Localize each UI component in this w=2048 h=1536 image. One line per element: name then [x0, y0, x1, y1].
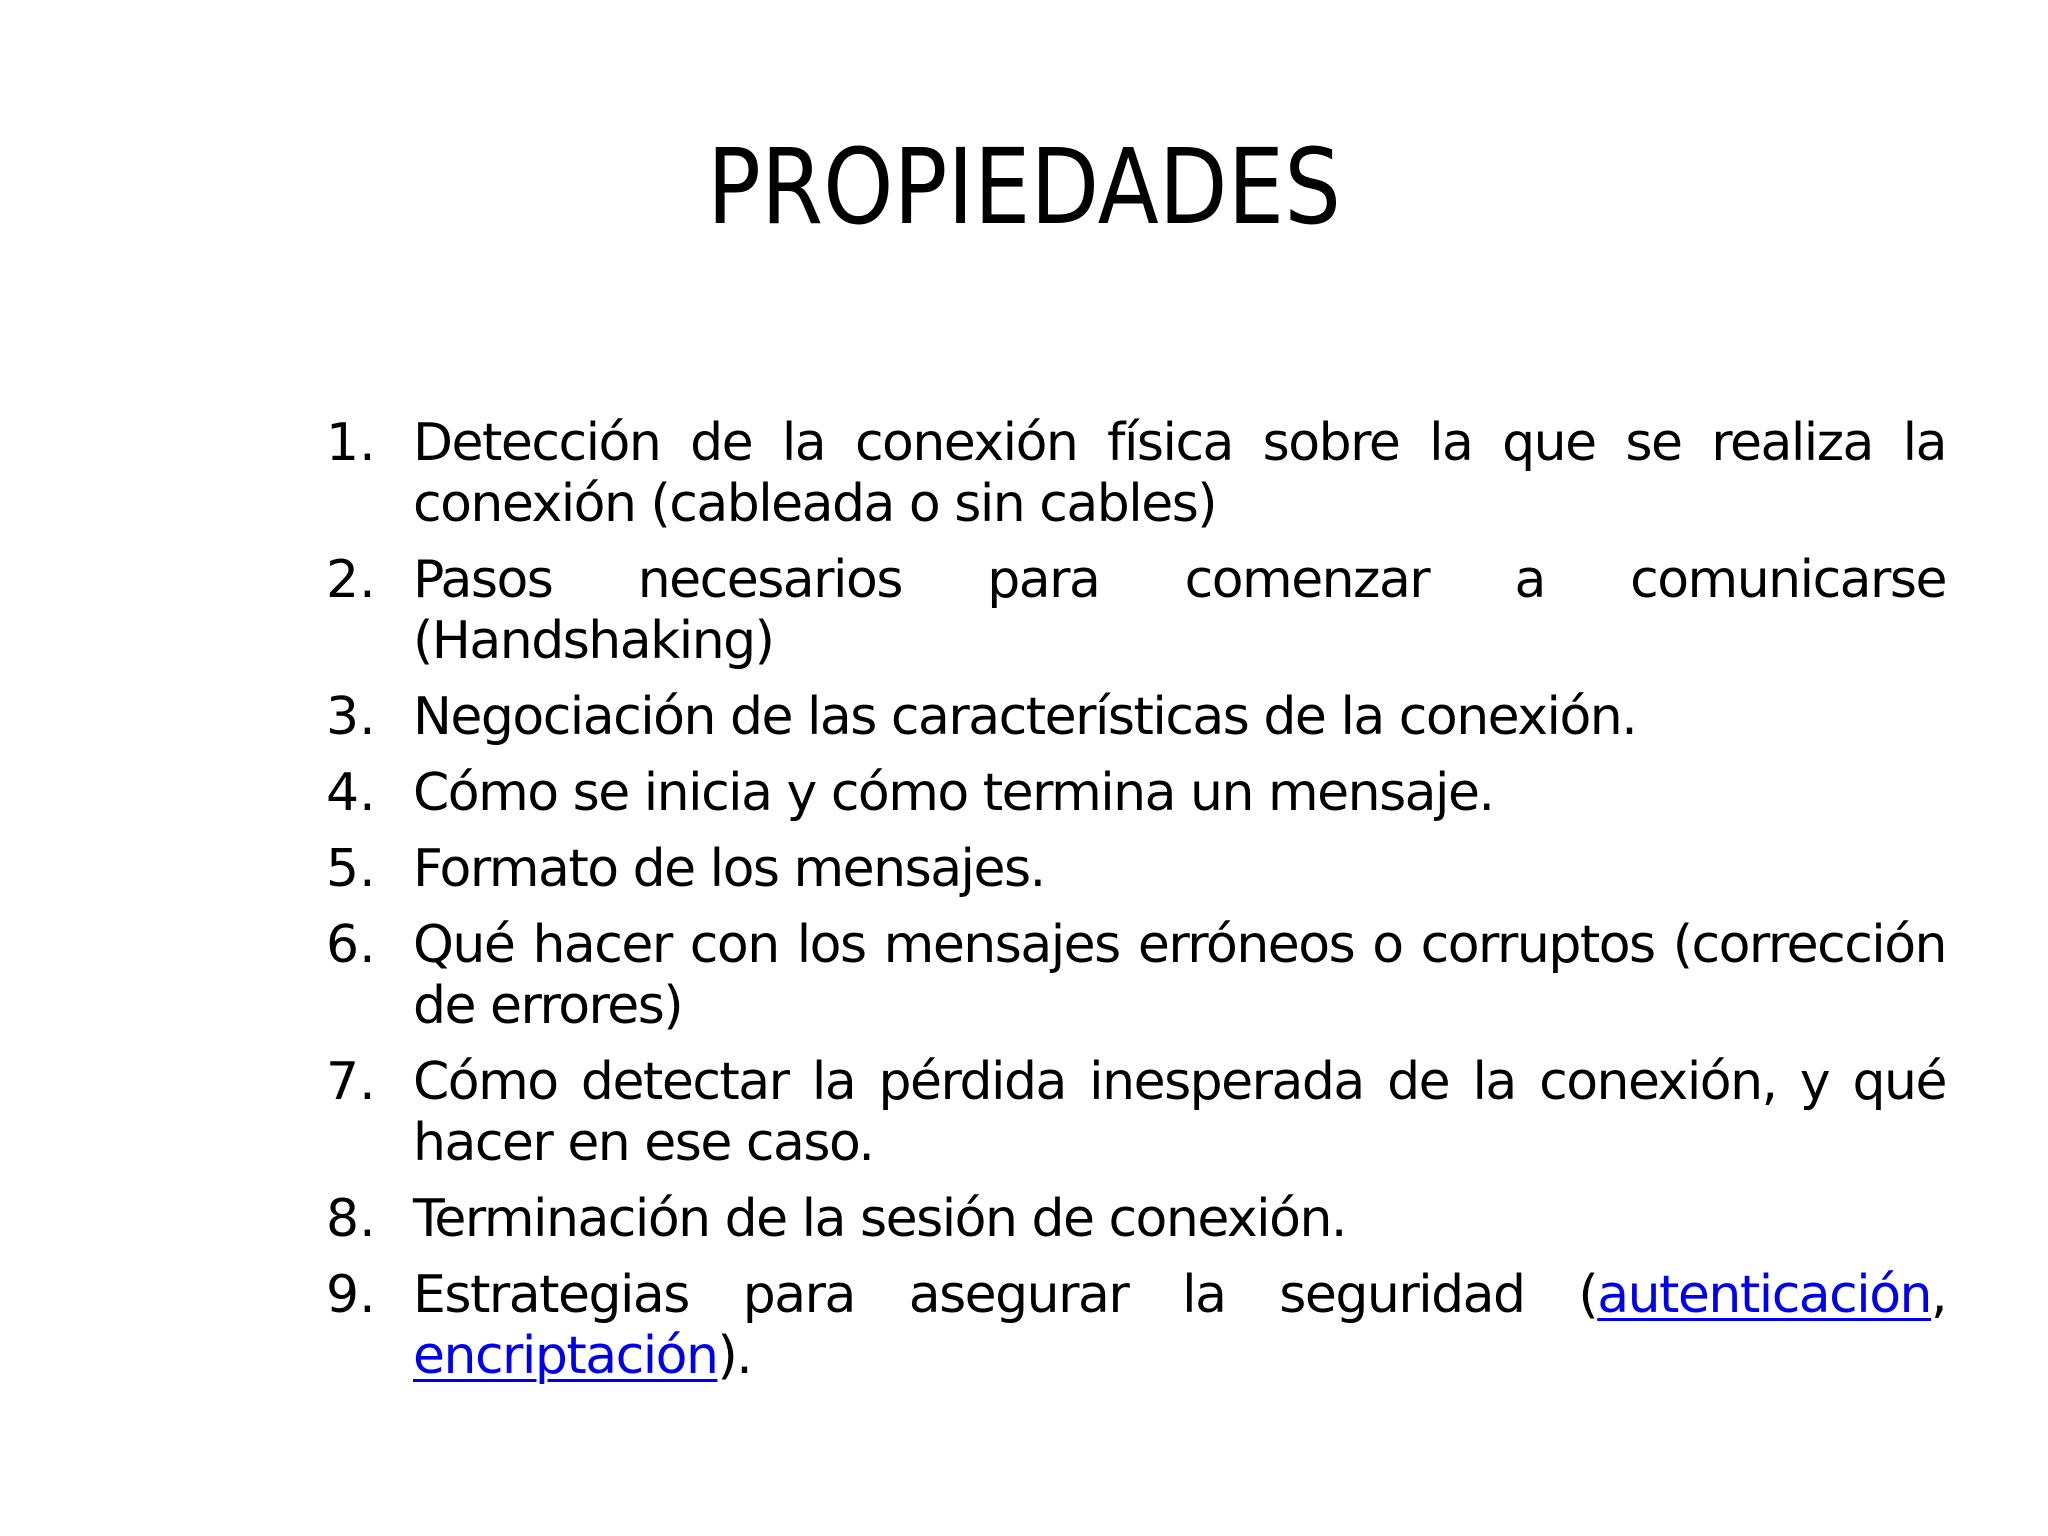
list-item	[326, 1052, 1946, 1174]
encryption-link[interactable]: encriptación	[413, 1326, 718, 1386]
list-item	[326, 550, 1946, 672]
authentication-link[interactable]: autenticación	[1597, 1265, 1931, 1325]
item-number: 1.	[326, 413, 376, 473]
item-text: Cómo se inicia y cómo termina un mensaje.	[413, 763, 1494, 823]
security-text-before: Estrategias para asegurar la seguridad (	[413, 1265, 1598, 1325]
properties-list	[326, 413, 1946, 1402]
item-text: Negociación de las características de la conexión.	[413, 687, 1637, 747]
list-item	[326, 915, 1946, 1037]
security-text-after: ).	[717, 1326, 752, 1386]
item-text-security	[413, 1265, 1946, 1387]
list-item	[326, 1265, 1946, 1387]
item-text: Qué hacer con los mensajes erróneos o corruptos (corrección de errores)	[413, 915, 1946, 1036]
slide-title: PROPIEDADES	[707, 126, 1341, 248]
item-number: 9.	[326, 1265, 376, 1325]
list-item	[326, 839, 1946, 900]
item-number: 6.	[326, 915, 376, 975]
item-number: 8.	[326, 1189, 376, 1249]
item-number: 4.	[326, 763, 376, 823]
list-item	[326, 413, 1946, 535]
item-number: 2.	[326, 550, 376, 610]
list-item	[326, 763, 1946, 824]
item-text: Pasos necesarios para comenzar a comunicarse (Handshaking)	[413, 550, 1946, 671]
item-text: Formato de los mensajes.	[413, 839, 1045, 899]
item-number: 5.	[326, 839, 376, 899]
item-number: 3.	[326, 687, 376, 747]
list-item	[326, 687, 1946, 748]
item-text: Terminación de la sesión de conexión.	[413, 1189, 1346, 1249]
item-text: Cómo detectar la pérdida inesperada de la conexión, y qué hacer en ese caso.	[413, 1052, 1946, 1173]
link-separator: ,	[1930, 1265, 1946, 1325]
list-item	[326, 1189, 1946, 1250]
item-text: Detección de la conexión física sobre la que se realiza la conexión (cableada o sin cables)	[413, 413, 1946, 534]
item-number: 7.	[326, 1052, 376, 1112]
